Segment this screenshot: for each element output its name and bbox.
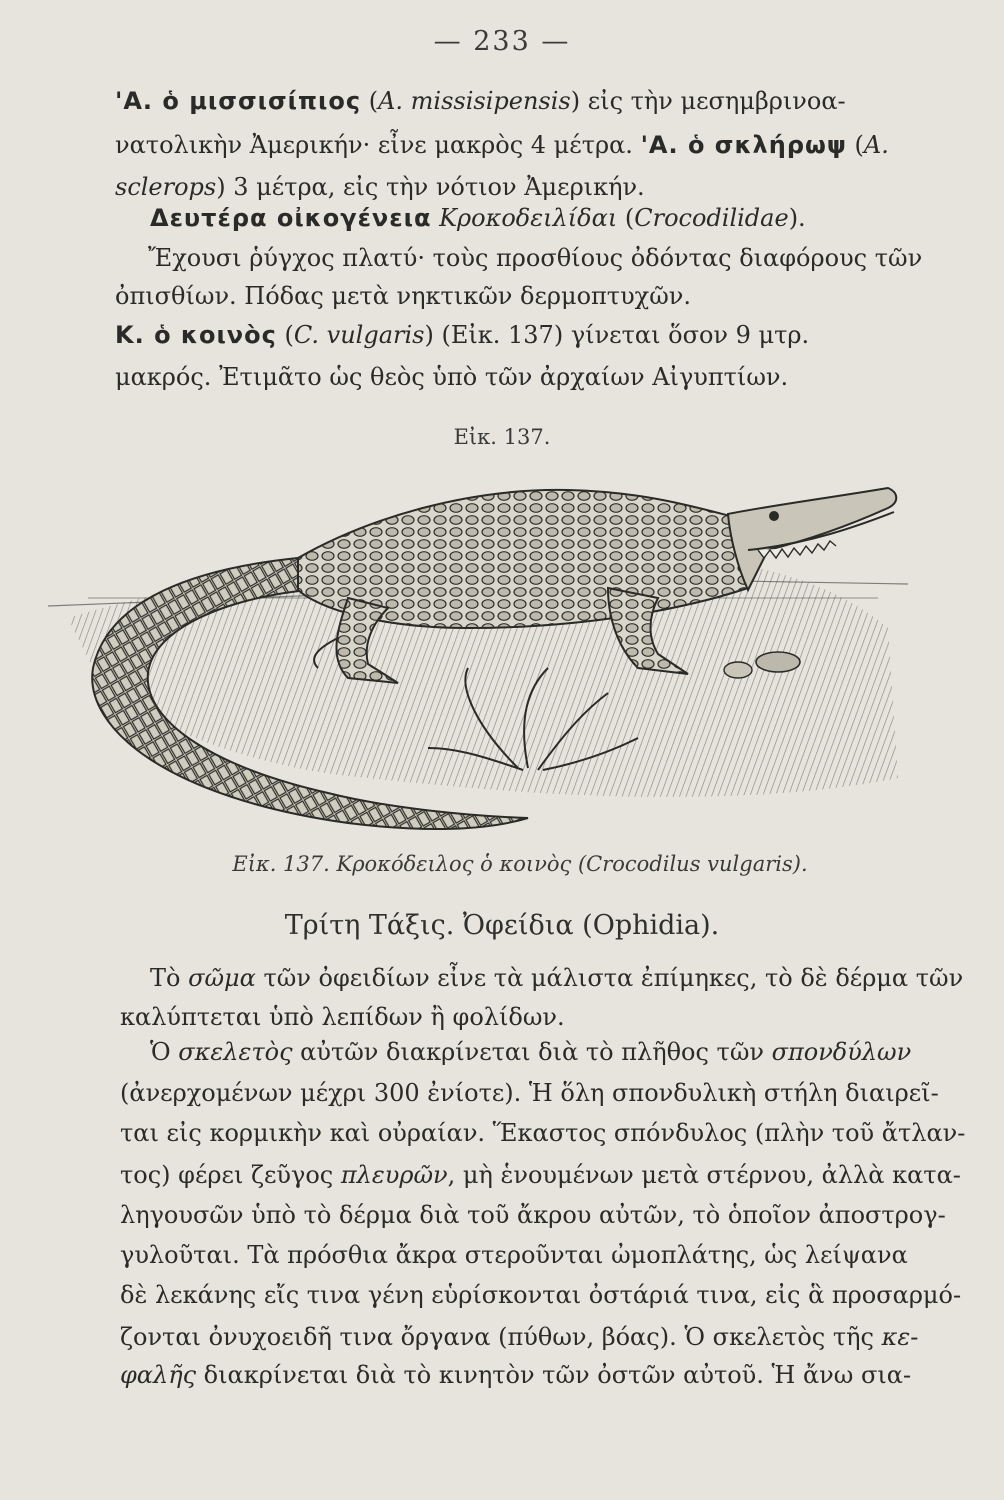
section-heading: Τρίτη Τάξις. Ὀφείδια (Ophidia). — [284, 910, 720, 941]
text-line-1: 'Α. ὁ μισσισίπιος (A. missisipensis) εἰς τὴν μεσημβρινοα- — [115, 87, 846, 115]
text-line-2: νατολικὴν Ἀμερικήν· εἶνε μακρὸς 4 μέτρα. 'Α. ὁ σκλήρωψ (A. — [115, 131, 889, 159]
stone — [724, 662, 752, 678]
body-line-1: Τὸ σῶμα τῶν ὀφειδίων εἶνε τὰ μάλιστα ἐπίμηκες, τὸ δὲ δέρμα τῶν — [150, 964, 964, 992]
body-line-11: φαλῆς διακρίνεται διὰ τὸ κινητὸν τῶν ὀστῶν αὐτοῦ. Ἡ ἄνω σια- — [120, 1361, 912, 1389]
body-line-4: (ἀνερχομένων μέχρι 300 ἐνίοτε). Ἡ ὅλη σπονδυλικὴ στήλη διαιρεῖ- — [120, 1079, 939, 1107]
stone — [756, 652, 800, 672]
body-line-8: γυλοῦται. Τὰ πρόσθια ἄκρα στεροῦνται ὠμοπλάτης, ὡς λείψανα — [120, 1241, 908, 1269]
body-line-10: ζονται ὀνυχοειδῆ τινα ὄργανα (πύθων, βόας). Ὁ σκελετὸς τῆς κε- — [120, 1323, 919, 1351]
body-line-3: Ὁ σκελετὸς αὐτῶν διακρίνεται διὰ τὸ πλῆθος τῶν σπονδύλων — [150, 1038, 912, 1066]
text-line-5: Ἔχουσι ῥύγχος πλατύ· τοὺς προσθίους ὀδόντας διαφόρους τῶν — [148, 244, 923, 272]
latin-name: sclerops — [115, 173, 217, 201]
species-name-sclerops: 'Α. ὁ σκλήρωψ — [640, 131, 847, 159]
page-number: — 233 — — [433, 26, 571, 57]
species-name-mississippiensis: 'Α. ὁ μισσισίπιος — [115, 87, 362, 115]
body-line-9: δὲ λεκάνης εἴς τινα γένη εὑρίσκονται ὀστάριά τινα, εἰς ἃ προσαρμό- — [120, 1281, 962, 1309]
body-line-2: καλύπτεται ὑπὸ λεπίδων ἢ φολίδων. — [120, 1003, 565, 1031]
crocodile-illustration — [48, 478, 908, 858]
text-line-6: ὀπισθίων. Πόδας μετὰ νηκτικῶν δερμοπτυχῶν. — [115, 282, 691, 310]
text-line-3: sclerops) 3 μέτρα, εἰς τὴν νότιον Ἀμερικήν. — [115, 173, 645, 201]
family-heading: Δευτέρα οἰκογένεια Κροκοδειλίδαι (Crocodilidae). — [150, 204, 806, 232]
text-line-8: μακρός. Ἐτιμᾶτο ὡς θεὸς ὑπὸ τῶν ἀρχαίων Αἰγυπτίων. — [115, 363, 789, 391]
figure-caption: Εἰκ. 137. Κροκόδειλος ὁ κοινὸς (Crocodilus vulgaris). — [232, 852, 808, 876]
figure-label: Εἰκ. 137. — [453, 425, 551, 449]
latin-name: A. missisipensis — [378, 87, 571, 115]
species-name-vulgaris: Κ. ὁ κοινὸς — [115, 321, 277, 349]
body-line-5: ται εἰς κορμικὴν καὶ οὐραίαν. Ἕκαστος σπόνδυλος (πλὴν τοῦ ἄτλαν- — [120, 1119, 966, 1147]
body-line-7: ληγουσῶν ὑπὸ τὸ δέρμα διὰ τοῦ ἄκρου αὐτῶν, τὸ ὁποῖον ἀποστρογ- — [120, 1201, 946, 1229]
body-line-6: τος) φέρει ζεῦγος πλευρῶν, μὴ ἑνουμένων μετὰ στέρνου, ἀλλὰ κατα- — [120, 1161, 961, 1189]
text-line-7: Κ. ὁ κοινὸς (C. vulgaris) (Εἰκ. 137) γίνεται ὅσον 9 μτρ. — [115, 321, 810, 349]
